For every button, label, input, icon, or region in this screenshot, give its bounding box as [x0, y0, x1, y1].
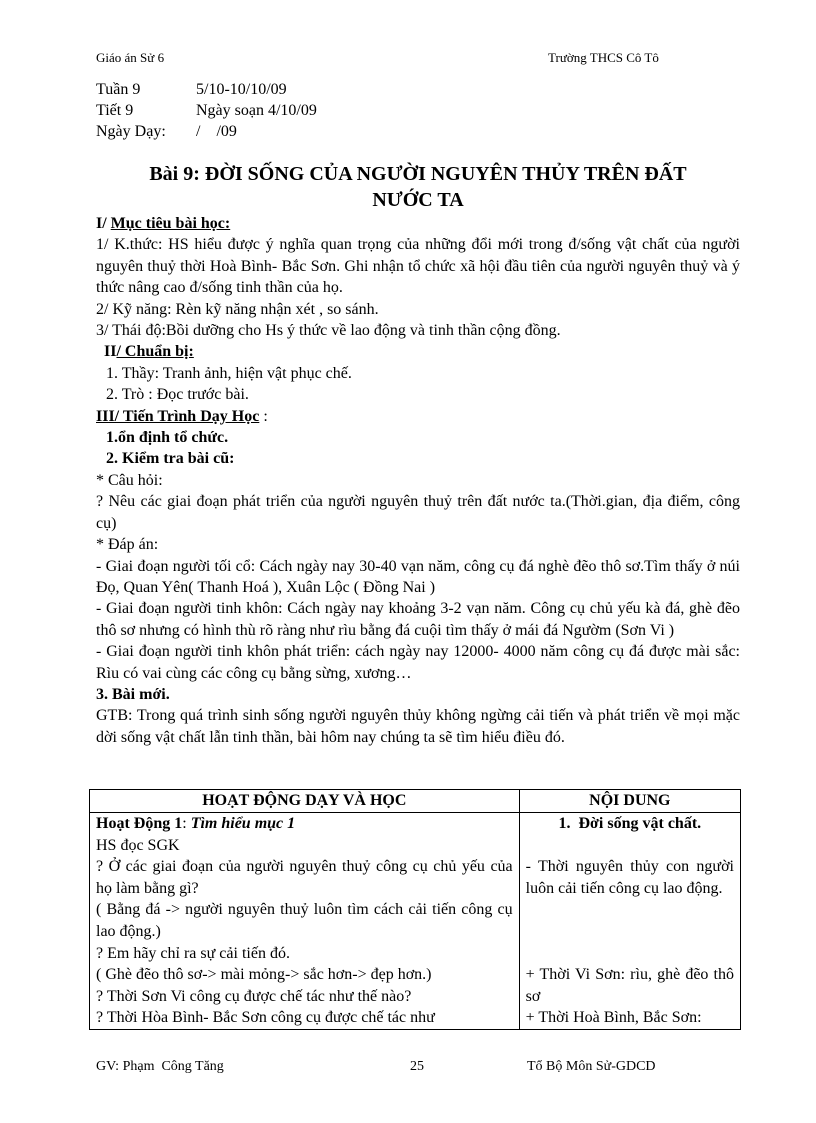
preparation-teacher: 1. Thầy: Tranh ảnh, hiện vật phục chế.: [106, 364, 352, 382]
lesson-title: [96, 161, 740, 213]
question-label: * Câu hỏi:: [96, 471, 163, 489]
lesson-body: [96, 213, 740, 748]
activity-title: Tìm hiểu mục 1: [190, 815, 296, 832]
lesson-meta: [96, 79, 317, 142]
step-review: 2. Kiểm tra bài cũ:: [106, 450, 235, 468]
content-paragraph: - Thời nguyên thủy con người luôn cải tiến công cụ lao động.: [525, 858, 734, 897]
content-paragraph: + Thời Vi Sơn: rìu, ghè đẽo thô sơ: [525, 966, 734, 1005]
meta-label: Tuần 9: [96, 81, 141, 98]
activity-line: ? Thời Hòa Bình- Bắc Sơn công cụ được chế tác như: [96, 1009, 435, 1027]
activity-heading: [96, 813, 513, 835]
section-heading-text: / Chuẩn bị:: [116, 343, 194, 361]
content-cell: [519, 813, 740, 1030]
meta-row-teach-date: [96, 121, 317, 142]
meta-label: Ngày Dạy:: [96, 123, 166, 140]
activity-line: ? Em hãy chỉ ra sự cải tiến đó.: [96, 944, 290, 962]
answer-label: * Đáp án:: [96, 536, 159, 554]
activity-sep: :: [182, 815, 191, 832]
section-process-heading: [96, 406, 740, 427]
meta-row-week: [96, 79, 317, 100]
table-header-row: [90, 790, 741, 813]
meta-value: / /09: [196, 123, 237, 140]
activity-label: Hoạt Động 1: [96, 815, 183, 832]
activity-line: ? Ở các giai đoạn của người nguyên thuỷ công cụ chủ yếu của họ làm bằng gì?: [96, 858, 513, 897]
activity-table: [89, 789, 741, 1030]
preparation-student: 2. Trò : Đọc trước bài.: [106, 386, 249, 404]
footer-department: Tổ Bộ Môn Sử-GDCD: [527, 1059, 656, 1074]
meta-value: 5/10-10/10/09: [196, 81, 287, 98]
meta-value: Ngày soạn 4/10/09: [196, 102, 317, 119]
footer-page-number: 25: [410, 1059, 424, 1074]
title-line-1: Bài 9: ĐỜI SỐNG CỦA NGƯỜI NGUYÊN THỦY TRÊN ĐẤT: [149, 163, 687, 185]
table-row: [90, 813, 741, 1030]
header-right: Trường THCS Cô Tô: [548, 50, 659, 65]
section-objectives-heading: [96, 213, 740, 234]
footer-teacher: GV: Phạm Công Tăng: [96, 1059, 224, 1074]
objective-knowledge: 1/ K.thức: HS hiểu được ý nghĩa quan trọng của những đổi mới trong đ/sống vật chất của người nguyên thuỷ thời Hoà Bình- Bắc Sơn. Ghi nhận tổ chức xã hội đầu tiên của người nguyên thuỷ và ý thức nâng cao đ/sống tinh thần của họ.: [96, 236, 740, 297]
review-question: ? Nêu các giai đoạn phát triển của người nguyên thuỷ trên đất nước ta.(Thời.gian, địa điểm, công cụ): [96, 493, 740, 532]
step-new-lesson: 3. Bài mới.: [96, 685, 170, 703]
section-heading-text: III/ Tiến Trình Dạy Học: [96, 407, 260, 425]
content-heading: 1. Đời sống vật chất.: [558, 815, 702, 832]
section-number: II: [104, 343, 117, 361]
content-spacer: [526, 835, 734, 857]
header-left: Giáo án Sử 6: [96, 50, 165, 65]
answer-item: - Giai đoạn người tinh khôn phát triển: cách ngày nay 12000- 4000 năm công cụ đá được mài sắc: Rìu có vai cùng các công cụ bằng sừng, xương…: [96, 643, 740, 682]
section-number: I/: [96, 215, 111, 232]
answer-item: - Giai đoạn người tinh khôn: Cách ngày nay khoảng 3-2 vạn năm. Công cụ chủ yếu kà đá, ghè đẽo thô sơ nhưng có hình thù rõ ràng như rìu bằng đá cuội tìm thấy ở mái đá Ngườm (Sơn Vi ): [96, 600, 740, 639]
title-line-2: NƯỚC TA: [372, 189, 464, 211]
section-preparation-heading: [96, 341, 740, 362]
step-organization: 1.ổn định tổ chức.: [106, 429, 229, 447]
activity-line: ? Thời Sơn Vi công cụ được chế tác như thế nào?: [96, 987, 412, 1005]
activity-line: HS đọc SGK: [96, 836, 180, 854]
activities-cell: [90, 813, 520, 1030]
meta-row-period: [96, 100, 317, 121]
section-heading-text: Mục tiêu bài học:: [110, 215, 231, 232]
lesson-introduction: GTB: Trong quá trình sinh sống người nguyên thủy không ngừng cải tiến và phát triển về mọi mặc dời sống vật chất lẫn tinh thần, bài hôm nay chúng ta sẽ tìm hiểu điều đó.: [96, 707, 740, 746]
answer-item: - Giai đoạn người tối cổ: Cách ngày nay 30-40 vạn năm, công cụ đá nghè đẽo thô sơ.Tìm thấy ở núi Đọ, Quan Yên( Thanh Hoá ), Xuân Lộc ( Đồng Nai ): [96, 557, 740, 596]
meta-label: Tiết 9: [96, 102, 134, 119]
table-header-activities: HOẠT ĐỘNG DẠY VÀ HỌC: [90, 790, 520, 813]
activity-line: ( Bằng đá -> người nguyên thuỷ luôn tìm cách cải tiến công cụ lao động.): [96, 901, 513, 940]
content-spacer: [526, 899, 734, 964]
heading-suffix: :: [259, 407, 268, 425]
content-paragraph: + Thời Hoà Bình, Bắc Sơn:: [525, 1009, 702, 1027]
table-header-content: NỘI DUNG: [519, 790, 740, 813]
activity-line: ( Ghè đẽo thô sơ-> mài mỏng-> sắc hơn-> đẹp hơn.): [96, 966, 432, 984]
objective-skill: 2/ Kỹ năng: Rèn kỹ năng nhận xét , so sánh.: [96, 300, 379, 318]
objective-attitude: 3/ Thái độ:Bồi dưỡng cho Hs ý thức về lao động và tinh thần cộng đồng.: [96, 322, 561, 340]
